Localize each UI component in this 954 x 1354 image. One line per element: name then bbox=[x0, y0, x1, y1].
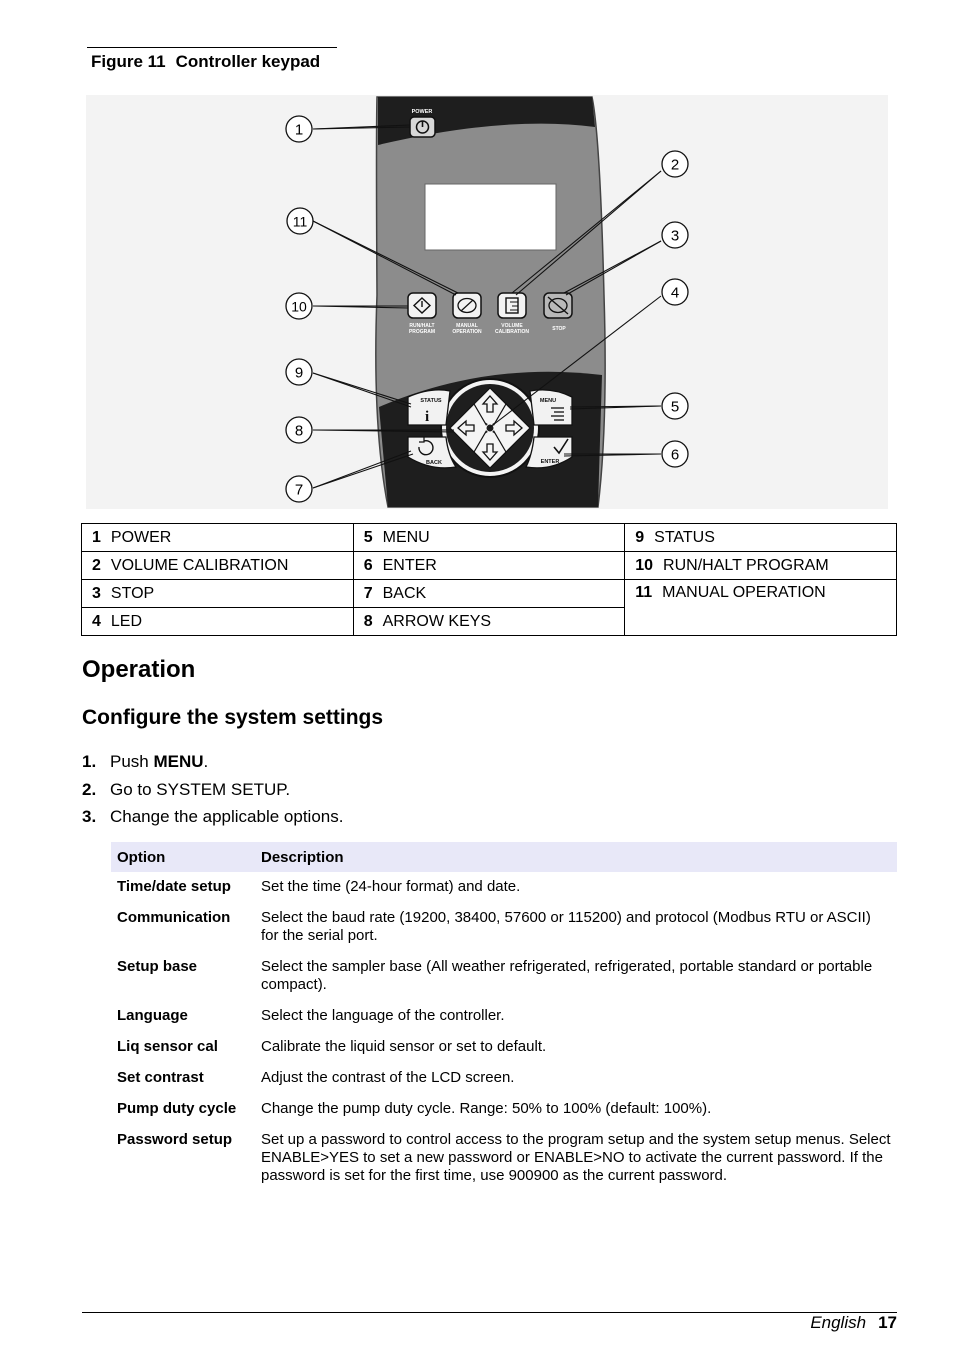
table-cell: Liq sensor cal bbox=[117, 1038, 218, 1055]
figure-title: Controller keypad bbox=[175, 52, 321, 71]
legend-cell: 8 ARROW KEYS bbox=[353, 608, 625, 636]
legend-cell: 9 STATUS bbox=[625, 524, 897, 552]
table-row bbox=[111, 952, 897, 1001]
column-header-description: Description bbox=[255, 842, 897, 872]
table-cell: Time/date setup bbox=[117, 878, 231, 895]
table-row bbox=[111, 903, 897, 952]
callout-6 bbox=[662, 441, 688, 467]
svg-text:2: 2 bbox=[670, 156, 680, 174]
table-row bbox=[82, 580, 897, 608]
run-halt-label-2: PROGRAM bbox=[408, 329, 436, 335]
manual-label-2: OPERATION bbox=[452, 329, 482, 335]
figure-caption-rule bbox=[87, 47, 337, 48]
svg-text:10: 10 bbox=[291, 298, 307, 315]
table-row bbox=[111, 1063, 897, 1094]
svg-text:3: 3 bbox=[670, 227, 680, 245]
table-cell: Calibrate the liquid sensor or set to default. bbox=[261, 1038, 547, 1055]
svg-text:1: 1 bbox=[294, 121, 304, 139]
callout-10 bbox=[286, 293, 312, 319]
legend-cell: 2 VOLUME CALIBRATION bbox=[82, 552, 354, 580]
options-table bbox=[111, 842, 897, 1192]
keypad-legend-table bbox=[81, 523, 897, 636]
svg-text:8: 8 bbox=[294, 422, 304, 440]
procedure-steps bbox=[82, 752, 343, 835]
svg-text:9: 9 bbox=[294, 364, 304, 382]
table-cell: Adjust the contrast of the LCD screen. bbox=[261, 1069, 515, 1086]
callout-7 bbox=[286, 476, 312, 502]
legend-cell: 11 MANUAL OPERATION bbox=[625, 580, 897, 636]
lcd-display bbox=[425, 184, 556, 250]
controller-keypad-figure bbox=[86, 95, 888, 509]
list-item: 2. Go to SYSTEM SETUP. bbox=[82, 779, 291, 799]
table-row bbox=[82, 552, 897, 580]
list-item: 3. Change the applicable options. bbox=[82, 807, 344, 826]
legend-cell: 6 ENTER bbox=[353, 552, 625, 580]
table-cell: Communication bbox=[117, 909, 231, 926]
stop-label: STOP bbox=[552, 326, 566, 332]
menu-key-label: MENU bbox=[539, 398, 557, 404]
legend-cell: 1 POWER bbox=[82, 524, 354, 552]
callout-1 bbox=[286, 116, 312, 142]
footer-language: English bbox=[810, 1313, 867, 1332]
svg-text:7: 7 bbox=[294, 481, 304, 499]
callout-9 bbox=[286, 359, 312, 385]
table-cell: Select the sampler base (All weather refrigerated, refrigerated, portable standard or portable compact). bbox=[261, 958, 873, 993]
table-cell: Set up a password to control access to the program setup and the system setup menus. Select ENABLE>YES to set a new password or ENABLE>NO to activate the current password. If the password is set for the first time, use 900900 as the current password. bbox=[261, 1131, 891, 1184]
page-number: 17 bbox=[878, 1313, 897, 1332]
table-row bbox=[82, 524, 897, 552]
svg-text:11: 11 bbox=[292, 213, 308, 230]
page-footer bbox=[810, 1313, 897, 1333]
callout-11 bbox=[287, 208, 313, 234]
list-item: 1. Push MENU. bbox=[82, 752, 209, 771]
table-cell: Password setup bbox=[117, 1131, 233, 1148]
manual-label-1: MANUAL bbox=[456, 323, 478, 329]
column-header-option: Option bbox=[111, 842, 255, 872]
volume-label-2: CALIBRATION bbox=[494, 329, 530, 335]
table-cell: Select the baud rate (19200, 38400, 57600 or 115200) and protocol (Modbus RTU or ASCII) for the serial port. bbox=[261, 909, 871, 944]
table-row bbox=[111, 1094, 897, 1125]
run-halt-label-1: RUN/HALT bbox=[409, 323, 435, 329]
callout-8 bbox=[286, 417, 312, 443]
table-header-row bbox=[111, 842, 897, 872]
table-row bbox=[111, 1032, 897, 1063]
figure-caption bbox=[91, 52, 320, 72]
legend-cell: 10 RUN/HALT PROGRAM bbox=[625, 552, 897, 580]
table-cell: Set contrast bbox=[117, 1069, 204, 1086]
subsection-heading: Configure the system settings bbox=[82, 706, 384, 729]
enter-key-label: ENTER bbox=[540, 459, 560, 465]
legend-cell: 7 BACK bbox=[353, 580, 625, 608]
callout-5 bbox=[662, 393, 688, 419]
table-cell: Setup base bbox=[117, 958, 198, 975]
table-row bbox=[111, 1125, 897, 1192]
legend-cell: 4 LED bbox=[82, 608, 354, 636]
table-cell: Set the time (24-hour format) and date. bbox=[261, 878, 521, 895]
figure-label: Figure 11 bbox=[91, 52, 166, 71]
status-key-label: STATUS bbox=[420, 398, 442, 404]
section-heading: Operation bbox=[82, 656, 196, 683]
table-cell: Pump duty cycle bbox=[117, 1100, 237, 1117]
table-cell: Select the language of the controller. bbox=[261, 1007, 505, 1024]
callout-4 bbox=[662, 279, 688, 305]
table-cell: Change the pump duty cycle. Range: 50% to 100% (default: 100%). bbox=[261, 1100, 712, 1117]
svg-text:4: 4 bbox=[670, 284, 680, 302]
volume-label-1: VOLUME bbox=[501, 323, 523, 329]
svg-text:5: 5 bbox=[670, 398, 680, 416]
legend-cell: 5 MENU bbox=[353, 524, 625, 552]
table-row bbox=[111, 872, 897, 903]
svg-text:6: 6 bbox=[670, 446, 680, 464]
power-key-label: POWER bbox=[411, 109, 433, 115]
footer-rule bbox=[82, 1312, 897, 1313]
back-key-label: BACK bbox=[426, 460, 442, 466]
table-row bbox=[111, 1001, 897, 1032]
callout-2 bbox=[662, 151, 688, 177]
table-cell: Language bbox=[117, 1007, 188, 1024]
legend-cell: 3 STOP bbox=[82, 580, 354, 608]
info-icon: i bbox=[425, 409, 430, 425]
callout-3 bbox=[662, 222, 688, 248]
